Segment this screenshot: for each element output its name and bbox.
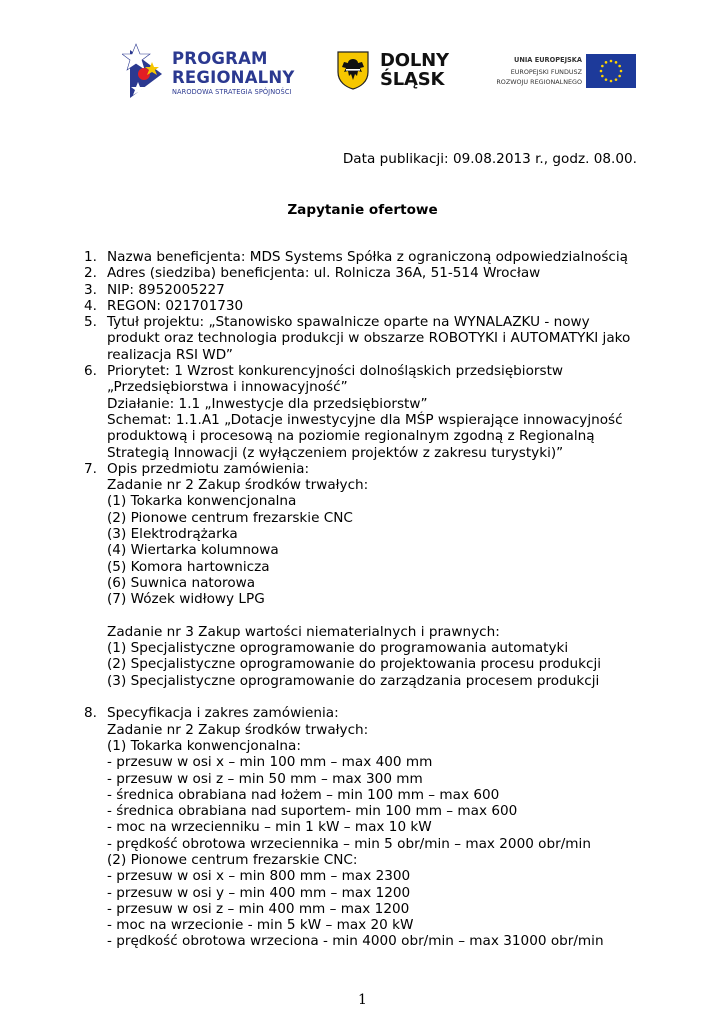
document-line	[84, 819, 644, 835]
document-line	[84, 738, 644, 754]
eu-star-icon	[618, 75, 621, 78]
eu-star-icon	[601, 75, 604, 78]
line-text: Schemat: 1.1.A1 „Dotacje inwestycyjne dla MŚP wspierające innowacyjność	[107, 411, 623, 428]
eu-star-icon	[615, 61, 618, 64]
line-text: (1) Specjalistyczne oprogramowanie do programowania automatyki	[107, 640, 569, 657]
list-number: 8.	[84, 705, 97, 722]
line-text: (3) Elektrodrążarka	[107, 526, 238, 543]
line-text: NIP: 8952005227	[107, 281, 225, 298]
list-number: 2.	[84, 265, 97, 282]
line-text: - przesuw w osi z – min 50 mm – max 300 mm	[107, 770, 423, 787]
document-line	[84, 803, 644, 819]
line-text: Opis przedmiotu zamówienia:	[107, 460, 310, 477]
eu-star-icon	[610, 60, 613, 63]
ue-line1: UNIA EUROPEJSKA	[513, 56, 582, 64]
eu-star-icon	[610, 80, 613, 83]
line-text: Nazwa beneficjenta: MDS Systems Spółka z ograniczoną odpowiedzialnością	[107, 249, 628, 265]
eu-star-icon	[605, 78, 608, 81]
line-text: - przesuw w osi y – min 400 mm – max 1200	[107, 884, 411, 901]
program-regionalny-mark-icon	[122, 40, 164, 100]
line-text: Działanie: 1.1 „Inwestycje dla przedsiębiorstw”	[107, 395, 428, 412]
program-line2: REGIONALNY	[172, 68, 295, 87]
document-line	[84, 510, 644, 526]
document-line	[84, 461, 644, 477]
header-logos	[0, 0, 725, 110]
document-line	[84, 771, 644, 787]
eu-star-icon	[605, 61, 608, 64]
document-body	[84, 249, 644, 950]
eu-flag-icon	[586, 54, 636, 88]
document-line	[84, 868, 644, 884]
line-text: (3) Specjalistyczne oprogramowanie do zarządzania procesem produkcji	[107, 672, 600, 689]
eu-star-icon	[620, 70, 623, 73]
line-text: (1) Tokarka konwencjonalna	[107, 493, 297, 510]
line-text: - prędkość obrotowa wrzeciona - min 4000 obr/min – max 31000 obr/min	[107, 933, 604, 950]
document-line	[84, 445, 644, 461]
line-text: produktową i procesową na poziomie regionalnym zgodną z Regionalną	[107, 428, 595, 445]
program-regionalny-logo	[122, 40, 322, 102]
document-line	[84, 542, 644, 558]
line-text: realizacja RSI WD”	[107, 346, 233, 363]
document-line	[84, 787, 644, 803]
line-text: (2) Specjalistyczne oprogramowanie do projektowania procesu produkcji	[107, 656, 602, 673]
line-text: produkt oraz technologia produkcji w obszarze ROBOTYKI i AUTOMATYKI jako	[107, 330, 631, 347]
document-line	[84, 917, 644, 933]
document-line	[84, 705, 644, 721]
document-line	[84, 330, 644, 346]
document-title: Zapytanie ofertowe	[287, 202, 438, 218]
document-line	[84, 477, 644, 493]
line-text: Zadanie nr 2 Zakup środków trwałych:	[107, 721, 369, 738]
document-line	[84, 412, 644, 428]
line-text: „Przedsiębiorstwa i innowacyjność”	[107, 379, 348, 396]
line-text: (6) Suwnica natorowa	[107, 574, 256, 591]
line-text: Zadanie nr 2 Zakup środków trwałych:	[107, 477, 369, 494]
document-line	[84, 396, 644, 412]
dolny-line2: ŚLĄSK	[380, 69, 445, 90]
line-text: Tytuł projektu: „Stanowisko spawalnicze oparte na WYNALAZKU - nowy	[107, 314, 590, 331]
line-text: (5) Komora hartownicza	[107, 558, 270, 575]
document-line	[84, 559, 644, 575]
document-line	[84, 493, 644, 509]
line-text: Adres (siedziba) beneficjenta: ul. Rolnicza 36A, 51-514 Wrocław	[107, 265, 541, 282]
document-line	[84, 885, 644, 901]
document-line	[84, 379, 644, 395]
line-text: Strategią Innowacji (z wyłączeniem projektów z zakresu turystyki)”	[107, 444, 564, 461]
program-line3: NARODOWA STRATEGIA SPÓJNOŚCI	[172, 88, 292, 96]
line-text: (2) Pionowe centrum frezarskie CNC	[107, 509, 353, 526]
page-number: 1	[358, 992, 367, 1008]
dolny-line1: DOLNY	[380, 50, 449, 71]
line-text: - prędkość obrotowa wrzeciennika – min 5 obr/min – max 2000 obr/min	[107, 835, 591, 852]
document-line	[84, 526, 644, 542]
ue-line2: EUROPEJSKI FUNDUSZ	[510, 68, 582, 76]
eagle-shield-icon	[336, 50, 370, 90]
document-line	[84, 608, 644, 624]
line-text: (2) Pionowe centrum frezarskie CNC:	[107, 851, 358, 868]
document-line	[84, 298, 644, 314]
line-text: - średnica obrabiana nad łożem – min 100 mm – max 600	[107, 786, 500, 803]
document-line	[84, 428, 644, 444]
line-text: - przesuw w osi x – min 800 mm – max 2300	[107, 868, 411, 885]
line-text: (7) Wózek widłowy LPG	[107, 591, 265, 608]
line-text: (1) Tokarka konwencjonalna:	[107, 737, 301, 754]
line-text: REGON: 021701730	[107, 297, 244, 314]
list-number: 1.	[84, 249, 97, 265]
line-text: - przesuw w osi x – min 100 mm – max 400 mm	[107, 754, 433, 771]
document-line	[84, 836, 644, 852]
document-line	[84, 673, 644, 689]
list-number: 6.	[84, 363, 97, 380]
document-line	[84, 249, 644, 265]
list-number: 7.	[84, 460, 97, 477]
document-line	[84, 624, 644, 640]
eu-star-icon	[601, 65, 604, 68]
list-number: 3.	[84, 281, 97, 298]
program-line1: PROGRAM	[172, 49, 268, 68]
unia-europejska-logo	[482, 52, 640, 92]
document-line	[84, 265, 644, 281]
line-text: - moc na wrzecionie - min 5 kW – max 20 kW	[107, 917, 414, 934]
document-line	[84, 347, 644, 363]
document-line	[84, 314, 644, 330]
document-line	[84, 656, 644, 672]
eu-star-icon	[618, 65, 621, 68]
eu-star-icon	[615, 78, 618, 81]
ue-line3: ROZWOJU REGIONALNEGO	[496, 78, 582, 86]
line-text: Specyfikacja i zakres zamówienia:	[107, 705, 339, 722]
document-line	[84, 722, 644, 738]
dolny-slask-logo	[336, 50, 456, 94]
document-line	[84, 363, 644, 379]
line-text: - moc na wrzecienniku – min 1 kW – max 10 kW	[107, 819, 432, 836]
document-line	[84, 852, 644, 868]
document-line	[84, 933, 644, 949]
line-text: (4) Wiertarka kolumnowa	[107, 542, 279, 559]
line-text: Priorytet: 1 Wzrost konkurencyjności dolnośląskich przedsiębiorstw	[107, 363, 564, 380]
document-line	[84, 901, 644, 917]
document-line	[84, 754, 644, 770]
document-line	[84, 640, 644, 656]
publication-date: Data publikacji: 09.08.2013 r., godz. 08.00.	[342, 151, 637, 167]
document-line	[84, 689, 644, 705]
line-text: Zadanie nr 3 Zakup wartości niematerialnych i prawnych:	[107, 623, 500, 640]
list-number: 4.	[84, 297, 97, 314]
document-line	[84, 591, 644, 607]
line-text: - średnica obrabiana nad suportem- min 100 mm – max 600	[107, 803, 518, 820]
document-line	[84, 282, 644, 298]
eu-star-icon	[600, 70, 603, 73]
list-number: 5.	[84, 314, 97, 331]
line-text: - przesuw w osi z – min 400 mm – max 1200	[107, 900, 410, 917]
document-line	[84, 575, 644, 591]
